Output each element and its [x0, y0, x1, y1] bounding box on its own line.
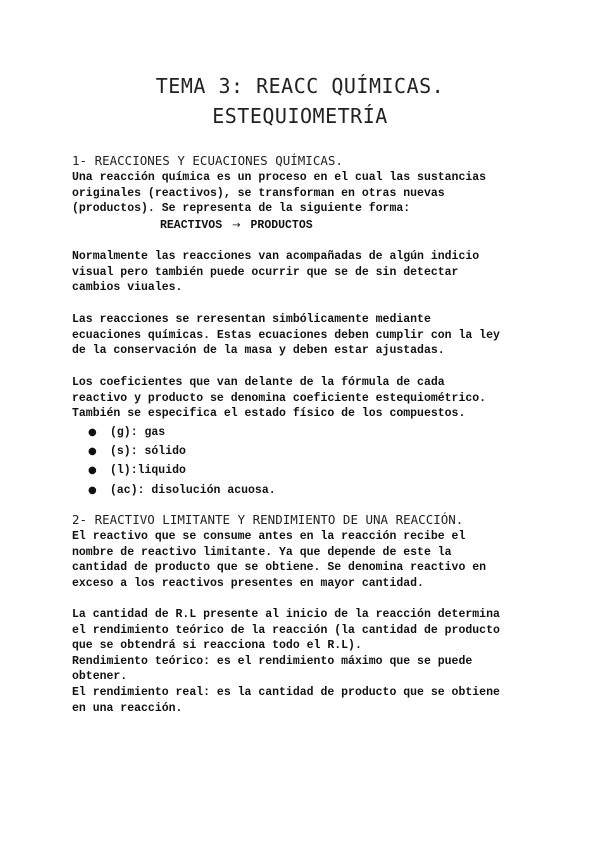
reaction-formula	[160, 219, 313, 232]
bullet-icon: ●	[88, 465, 97, 477]
list-item-text: (g): gas	[110, 426, 166, 439]
section-1-paragraph-2	[72, 249, 542, 296]
bullet-icon: ●	[88, 446, 97, 458]
title-line-2: ESTEQUIOMETRÍA	[212, 104, 388, 128]
section-1-paragraph-3	[72, 312, 542, 359]
text-line: cambios viuales.	[72, 281, 183, 295]
title-line-1: TEMA 3: REACC QUÍMICAS.	[155, 74, 445, 98]
text-line: Normalmente las reacciones van acompañadas de algún indicio	[72, 250, 480, 263]
right-arrow-icon: →	[232, 220, 241, 231]
list-item	[88, 442, 276, 461]
text-line: También se especifica el estado físico de los compuestos.	[72, 407, 466, 421]
list-item	[88, 481, 276, 500]
bullet-icon: ●	[88, 427, 97, 438]
text-line: cantidad de producto que se obtiene. Se denomina reactivo en	[72, 561, 487, 575]
text-line: visual pero también puede ocurrir que se de sin detectar	[72, 265, 459, 279]
text-line: que se obtendrá si reacciona todo el R.L).	[72, 639, 362, 653]
text-line: originales (reactivos), se transforman en otras nuevas	[72, 186, 445, 200]
section-2-paragraph-1	[72, 529, 542, 591]
section-2-paragraph-2	[72, 607, 542, 716]
text-line: El rendimiento real: es la cantidad de producto que se obtiene	[72, 685, 500, 699]
list-item-text: (l):liquido	[110, 464, 186, 478]
text-line: ecuaciones químicas. Estas ecuaciones deben cumplir con la ley	[72, 328, 500, 342]
list-item	[88, 461, 276, 480]
text-line: Una reacción química es un proceso en el cual las sustancias	[72, 171, 487, 184]
text-line: de la conservación de la masa y deben estar ajustadas.	[72, 344, 445, 358]
text-line: (productos). Se representa de la siguiente forma:	[72, 202, 411, 216]
section-1-intro	[72, 170, 542, 217]
list-item	[88, 423, 276, 442]
text-line: Las reacciones se reresentan simbólicamente mediante	[72, 313, 431, 326]
section-2-heading: 2- REACTIVO LIMITANTE Y RENDIMIENTO DE UNA REACCIÓN.	[72, 512, 464, 527]
text-line: La cantidad de R.L presente al inicio de la reacción determina	[72, 608, 500, 621]
list-item-text: (s): sólido	[110, 445, 186, 459]
text-line: nombre de reactivo limitante. Ya que depende de este la	[72, 545, 452, 559]
formula-products: PRODUCTOS	[250, 219, 313, 232]
text-line: exceso a los reactivos presentes en mayor cantidad.	[72, 576, 424, 590]
text-line: en una reacción.	[72, 701, 183, 715]
text-line: El reactivo que se consume antes en la reacción recibe el	[72, 530, 466, 543]
text-line: reactivo y producto se denomina coeficiente estequiométrico.	[72, 391, 487, 405]
formula-reactants: REACTIVOS	[160, 219, 223, 232]
section-1-heading: 1- REACCIONES Y ECUACIONES QUÍMICAS.	[72, 153, 343, 168]
list-item-text: (ac): disolución acuosa.	[110, 483, 276, 497]
physical-states-list	[88, 423, 276, 500]
section-1-paragraph-4	[72, 375, 542, 422]
text-line: el rendimiento teórico de la reacción (la cantidad de producto	[72, 623, 500, 637]
text-line: Los coeficientes que van delante de la fórmula de cada	[72, 376, 445, 389]
bullet-icon: ●	[88, 484, 97, 496]
text-line: Rendimiento teórico: es el rendimiento máximo que se puede	[72, 654, 473, 668]
text-line: obtener.	[72, 670, 128, 684]
